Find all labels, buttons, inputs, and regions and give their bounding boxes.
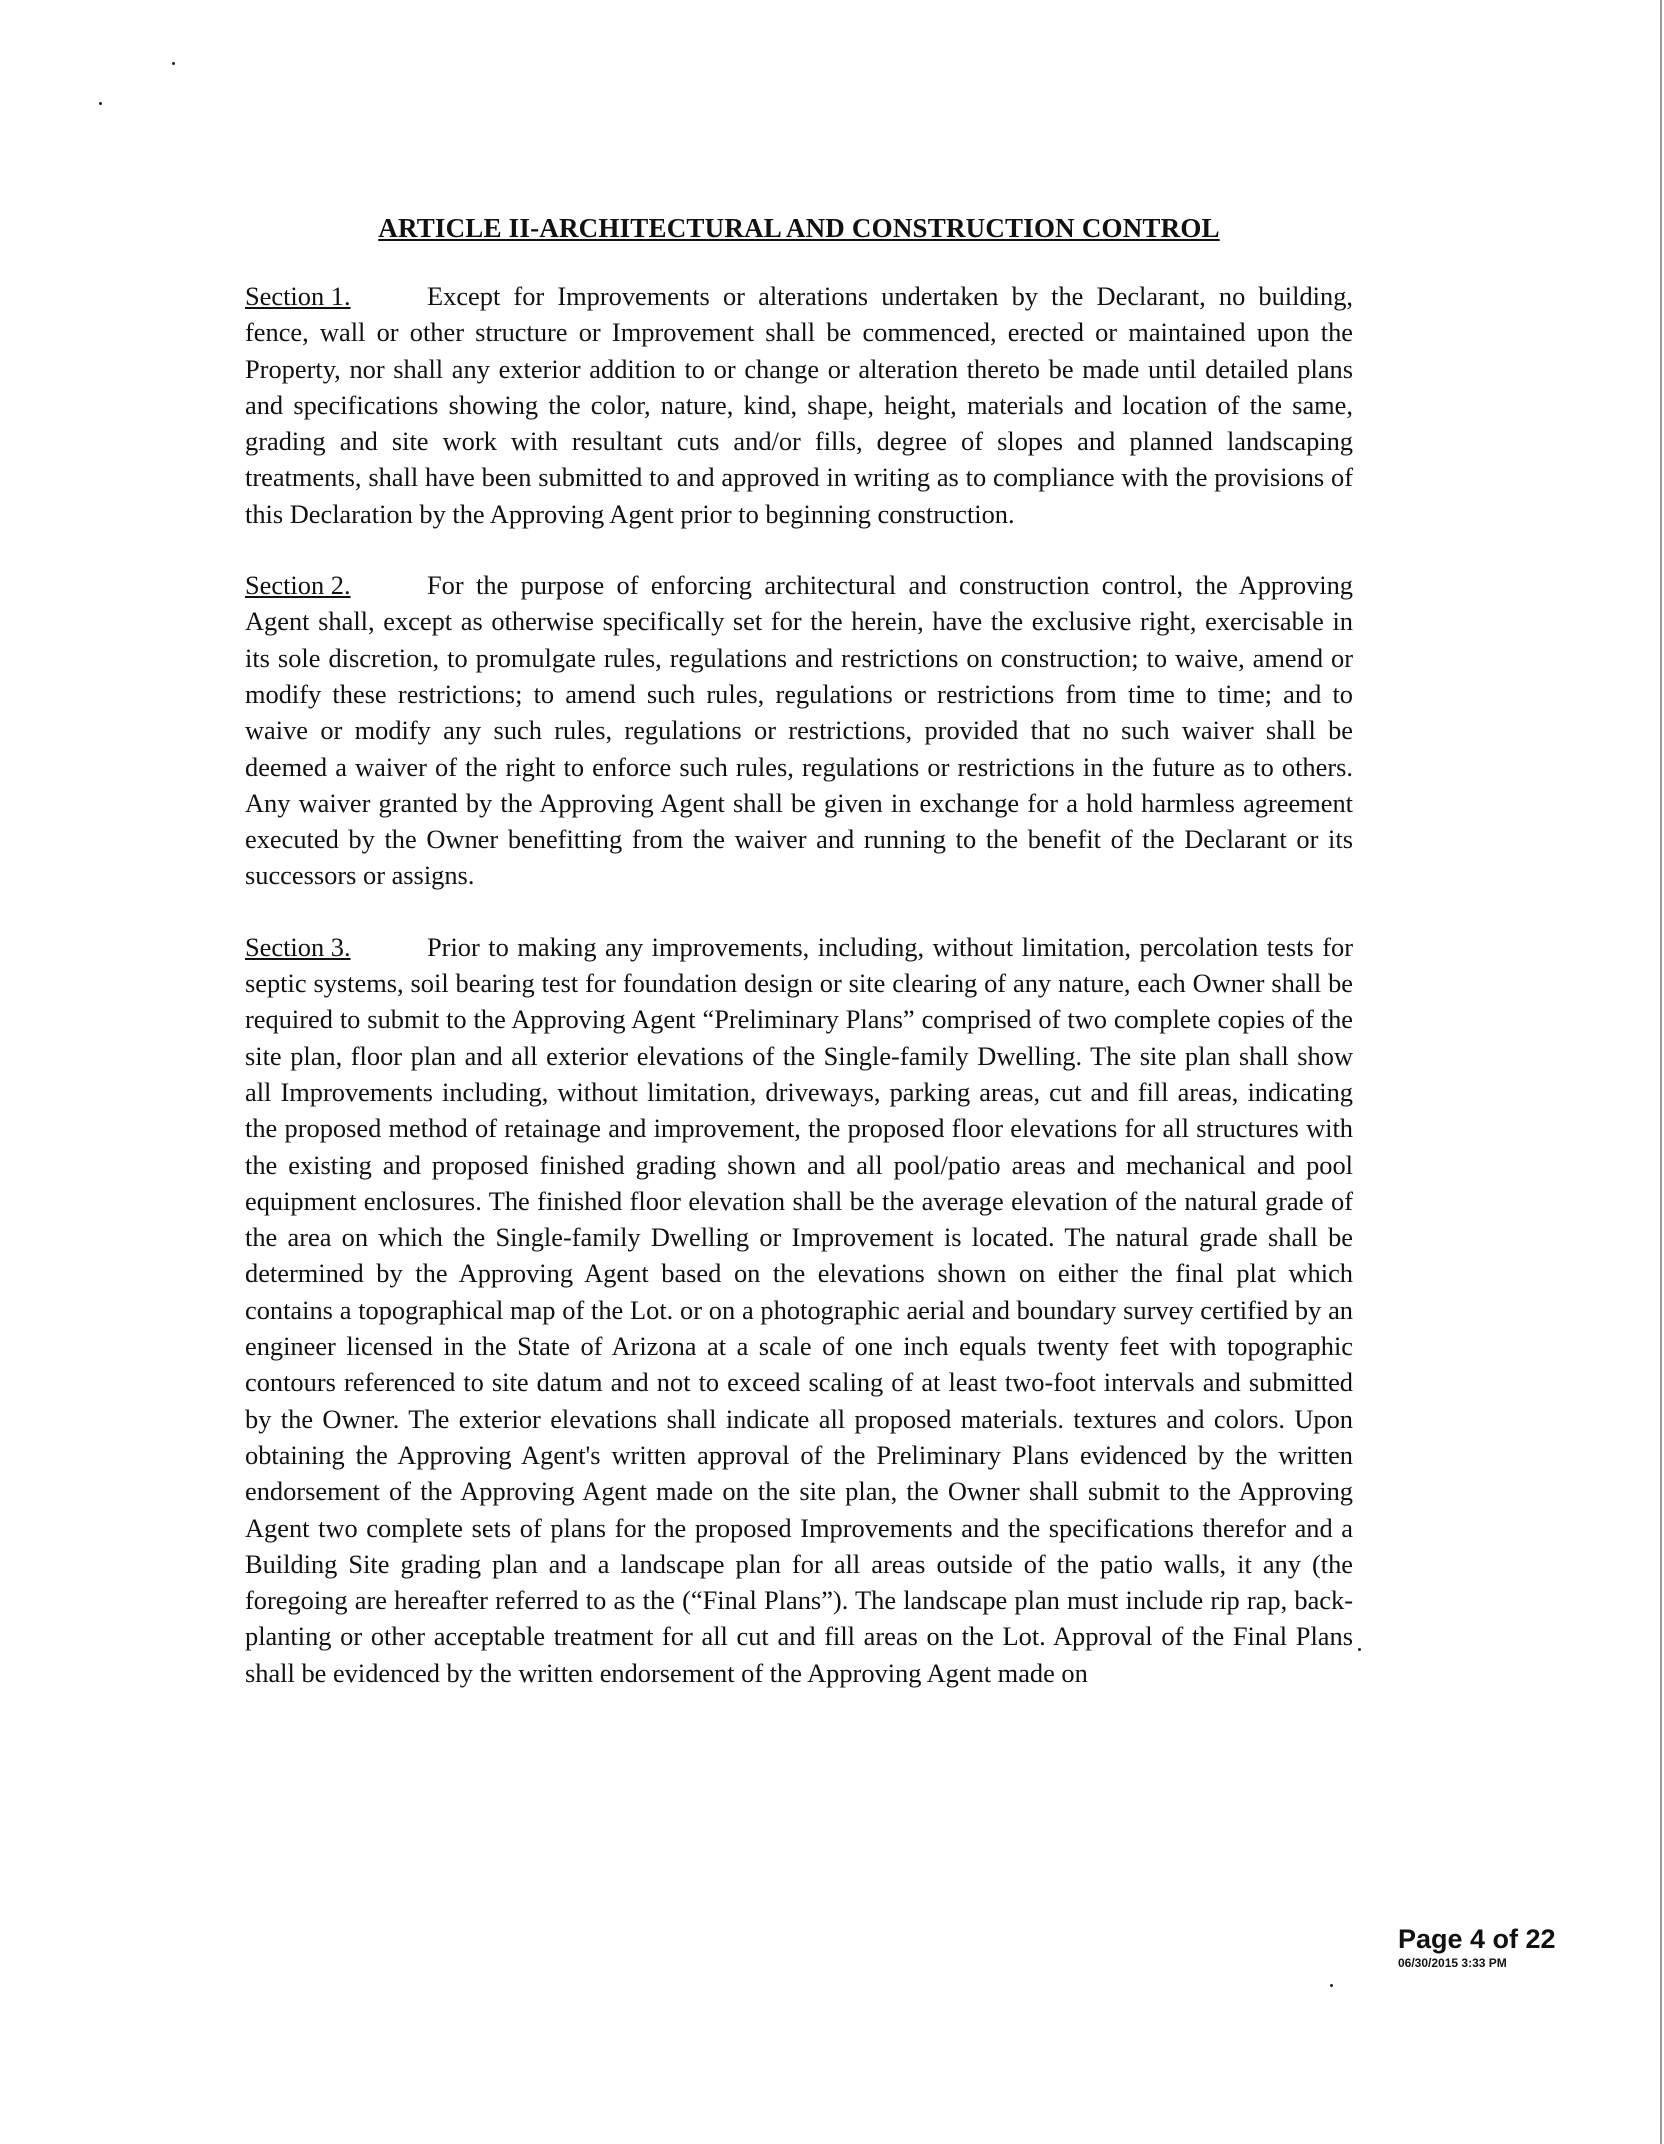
section-1 <box>245 278 1353 532</box>
page-number: Page 4 of 22 <box>1398 1924 1556 1954</box>
article-title: ARTICLE II-ARCHITECTURAL AND CONSTRUCTION CONTROL <box>378 213 1220 243</box>
section-3 <box>245 929 1353 1691</box>
section-label: Section 1. <box>245 281 351 311</box>
section-2 <box>245 567 1353 894</box>
document-body <box>245 210 1353 1726</box>
scan-speck <box>1358 1648 1361 1651</box>
page-footer <box>1398 1924 1556 1970</box>
scan-border <box>1660 0 1662 2144</box>
section-text: Prior to making any improvements, including, without limitation, percolation tests for septic systems, soil bearing test for foundation design or site clearing of any nature, each Owner shall be required to submit to the Approving Agent “Preliminary Plans” comprised of two complete copies of the site plan, floor plan and all exterior elevations of the Single-family Dwelling. The site plan shall show all Improvements including, without limitation, driveways, parking areas, cut and fill areas, indicating the proposed method of retainage and improvement, the proposed floor elevations for all structures with the existing and proposed finished grading shown and all pool/patio areas and mechanical and pool equipment enclosures. The finished floor elevation shall be the average elevation of the natural grade of the area on which the Single-family Dwelling or Improvement is located. The natural grade shall be determined by the Approving Agent based on the elevations shown on either the final plat which contains a topographical map of the Lot. or on a photographic aerial and boundary survey certified by an engineer licensed in the State of Arizona at a scale of one inch equals twenty feet with topographic contours referenced to site datum and not to exceed scaling of at least two-foot intervals and submitted by the Owner. The exterior elevations shall indicate all proposed materials. textures and colors. Upon obtaining the Approving Agent's written approval of the Preliminary Plans evidenced by the written endorsement of the Approving Agent made on the site plan, the Owner shall submit to the Approving Agent two complete sets of plans for the proposed Improvements and the specifications therefor and a Building Site grading plan and a landscape plan for all areas outside of the patio walls, it any (the foregoing are hereafter referred to as the (“Final Plans”). The landscape plan must include rip rap, back-planting or other acceptable treatment for all cut and fill areas on the Lot. Approval of the Final Plans shall be evidenced by the written endorsement of the Approving Agent made on <box>245 931 1353 1688</box>
section-label: Section 2. <box>245 570 351 601</box>
section-label: Section 3. <box>245 931 351 962</box>
scan-speck <box>1330 1984 1333 1987</box>
scan-speck <box>172 62 175 65</box>
section-text: For the purpose of enforcing architectural and construction control, the Approving Agent shall, except as otherwise specifically set for the herein, have the exclusive right, exercisable in its sole discretion, to promulgate rules, regulations and restrictions on construction; to waive, amend or modify these restrictions; to amend such rules, regulations or restrictions from time to time; and to waive or modify any such rules, regulations or restrictions, provided that no such waiver shall be deemed a waiver of the right to enforce such rules, regulations or restrictions in the future as to others. Any waiver granted by the Approving Agent shall be given in exchange for a hold harmless agreement executed by the Owner benefitting from the waiver and running to the benefit of the Declarant or its successors or assigns. <box>245 570 1353 891</box>
section-text: Except for Improvements or alterations undertaken by the Declarant, no building, fence, wall or other structure or Improvement shall be commenced, erected or maintained upon the Property, nor shall any exterior addition to or change or alteration thereto be made until detailed plans and specifications showing the color, nature, kind, shape, height, materials and location of the same, grading and site work with resultant cuts and/or fills, degree of slopes and planned landscaping treatments, shall have been submitted to and approved in writing as to compliance with the provisions of this Declaration by the Approving Agent prior to beginning construction. <box>245 281 1353 529</box>
scan-speck <box>99 102 102 105</box>
print-timestamp: 06/30/2015 3:33 PM <box>1398 1956 1507 1970</box>
